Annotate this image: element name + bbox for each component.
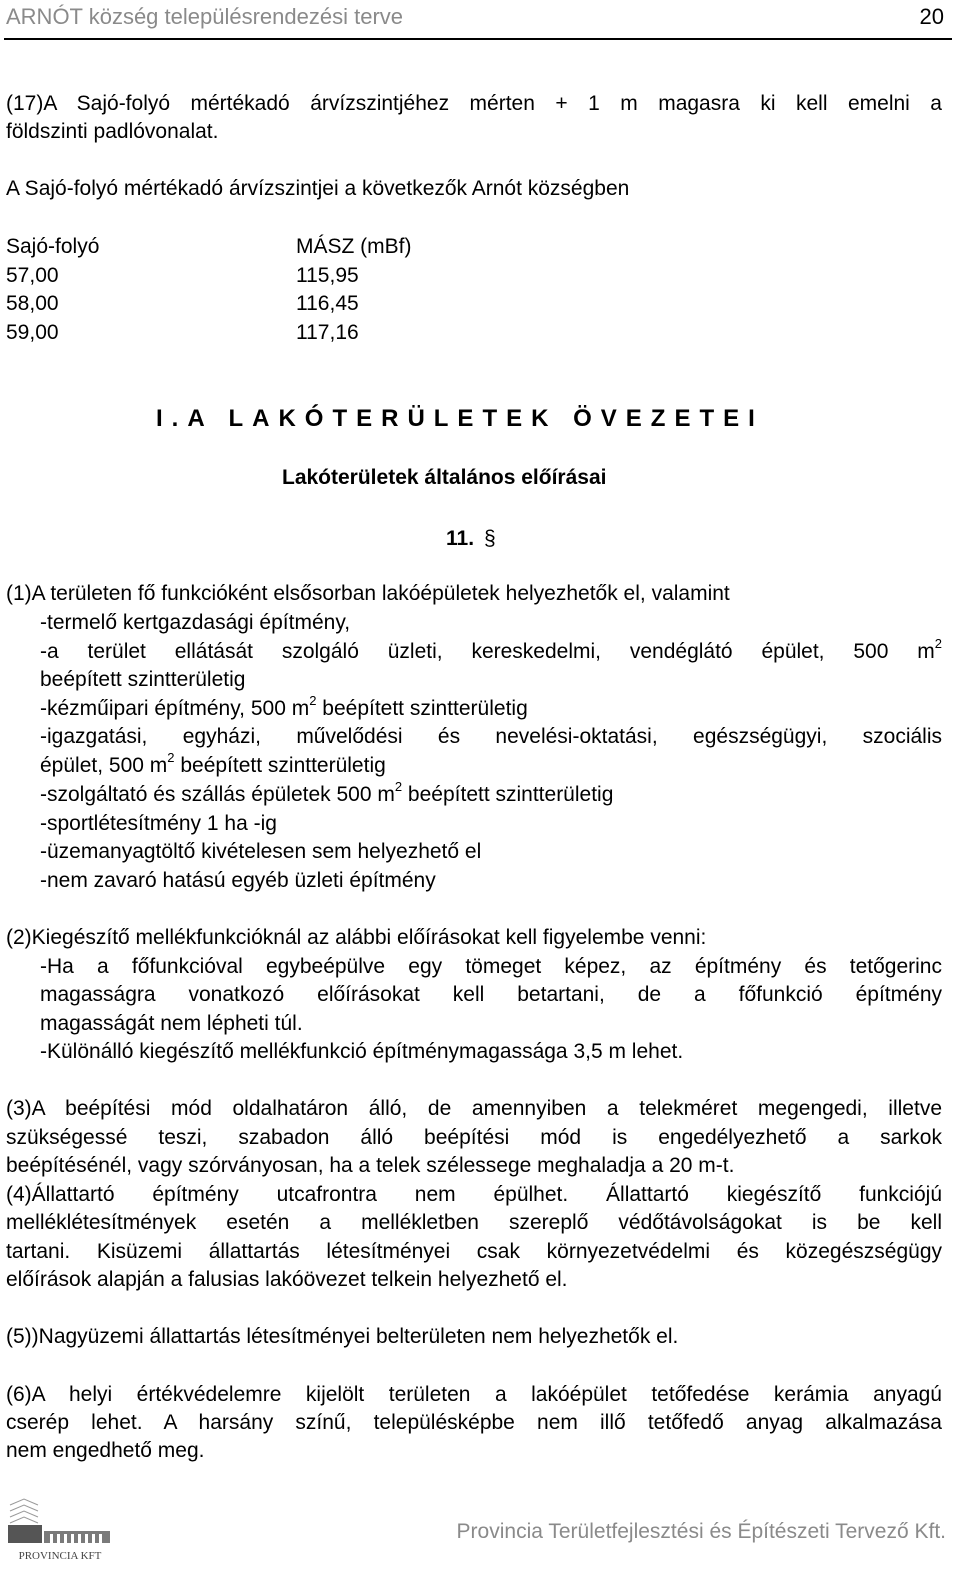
paragraph-17-line1: (17)A Sajó-folyó mértékadó árvízszintjéhez mérten + 1 m magasra ki kell emelni a xyxy=(6,92,942,115)
paragraph-5-line1: (5))Nagyüzemi állattartás létesítményei belterületen nem helyezhetők el. xyxy=(6,1325,679,1348)
logo-text: PROVINCIA KFT xyxy=(18,1550,102,1562)
paragraph-3-line2: szükségessé teszi, szabadon álló beépítési mód is engedélyezhető a sarkok xyxy=(6,1126,942,1149)
page-header xyxy=(4,0,952,40)
paragraph-1-line9: -sportlétesítmény 1 ha -ig xyxy=(40,812,277,835)
paragraph-4-line4: előírások alapján a falusias lakóövezet telkein helyezhető el. xyxy=(6,1268,568,1291)
paragraph-4-line2: melléklétesítmények esetén a mellékletben szereplő védőtávolságokat is be kell xyxy=(6,1211,942,1234)
document-title: ARNÓT község településrendezési terve xyxy=(6,4,404,29)
paragraph-3-line1: (3)A beépítési mód oldalhatáron álló, de amennyiben a telekméret megengedi, illetve xyxy=(6,1097,942,1120)
provincia-logo-icon xyxy=(4,1497,116,1563)
paragraph-1-line8: -szolgáltató és szállás épületek 500 $m^2$ beépített szintterületig xyxy=(40,779,614,806)
table-cell: 115,95 xyxy=(296,264,359,287)
paragraph-2-line3: magasságra vonatkozó előírásokat kell betartani, de a főfunkció építmény xyxy=(40,983,942,1006)
table-cell: 59,00 xyxy=(6,321,59,344)
paragraph-1-line11: -nem zavaró hatású egyéb üzleti építmény xyxy=(40,869,436,892)
paragraph-6-line2: cserép lehet. A harsány színű, településképbe nem illő tetőfedő anyag alkalmazása xyxy=(6,1411,942,1434)
page-number: 20 xyxy=(919,4,944,29)
section-sign-icon: § xyxy=(484,527,496,550)
paragraph-1-line6: -igazgatási, egyházi, művelődési és nevelési-oktatási, egészségügyi, szociális xyxy=(40,725,942,748)
table-cell: 117,16 xyxy=(296,321,359,344)
table-header-river: Sajó-folyó xyxy=(6,235,100,258)
paragraph-1-line5: -kézműipari építmény, 500 $m^2$ beépített szintterületig xyxy=(40,693,528,720)
paragraph-1-line3: -a terület ellátását szolgáló üzleti, kereskedelmi, vendéglátó épület, 500 $m^2$ xyxy=(40,636,942,663)
table-cell: 116,45 xyxy=(296,292,359,315)
table-cell: 57,00 xyxy=(6,264,59,287)
chapter-subtitle: Lakóterületek általános előírásai xyxy=(282,466,607,489)
paragraph-3-line3: beépítésénél, vagy szórványosan, ha a telek szélessege meghaladja a 20 m-t. xyxy=(6,1154,735,1177)
paragraph-4-line1: (4)Állattartó építmény utcafrontra nem épülhet. Állattartó kiegészítő funkciójú xyxy=(6,1183,942,1206)
paragraph-17-line2: földszinti padlóvonalat. xyxy=(6,120,219,143)
paragraph-1-line10: -üzemanyagtöltő kivételesen sem helyezhető el xyxy=(40,840,482,863)
paragraph-1-line4: beépített szintterületig xyxy=(40,668,246,691)
chapter-title: I.A LAKÓTERÜLETEK ÖVEZETEI xyxy=(156,405,764,432)
footer-company: Provincia Területfejlesztési és Építészeti Tervező Kft. xyxy=(456,1520,946,1543)
section-number-text: 11. xyxy=(446,527,475,550)
paragraph-6-line3: nem engedhető meg. xyxy=(6,1439,205,1462)
paragraph-1-line2: -termelő kertgazdasági építmény, xyxy=(40,611,351,634)
paragraph-2-line1: (2)Kiegészítő mellékfunkcióknál az alábbi előírásokat kell figyelembe venni: xyxy=(6,926,707,949)
table-cell: 58,00 xyxy=(6,292,59,315)
paragraph-2-line2: -Ha a főfunkcióval egybeépülve egy tömeget képez, az építmény és tetőgerinc xyxy=(40,955,942,978)
paragraph-2-line5: -Különálló kiegészítő mellékfunkció építménymagassága 3,5 m lehet. xyxy=(40,1040,684,1063)
table-header-masz: MÁSZ (mBf) xyxy=(296,235,412,258)
flood-levels-intro: A Sajó-folyó mértékadó árvízszintjei a következők Arnót községben xyxy=(6,177,630,200)
paragraph-1-line7: épület, 500 $m^2$ beépített szintterületig xyxy=(40,750,386,777)
paragraph-1-line1: (1)A területen fő funkcióként elsősorban lakóépületek helyezhetők el, valamint xyxy=(6,582,730,605)
paragraph-6-line1: (6)A helyi értékvédelemre kijelölt területen a lakóépület tetőfedése kerámia anyagú xyxy=(6,1383,942,1406)
provincia-logo xyxy=(4,1497,116,1563)
section-number xyxy=(446,527,496,551)
paragraph-2-line4: magasságát nem lépheti túl. xyxy=(40,1012,303,1035)
paragraph-4-line3: tartani. Kisüzemi állattartás létesítményei csak környezetvédelmi és közegészségügy xyxy=(6,1240,942,1263)
